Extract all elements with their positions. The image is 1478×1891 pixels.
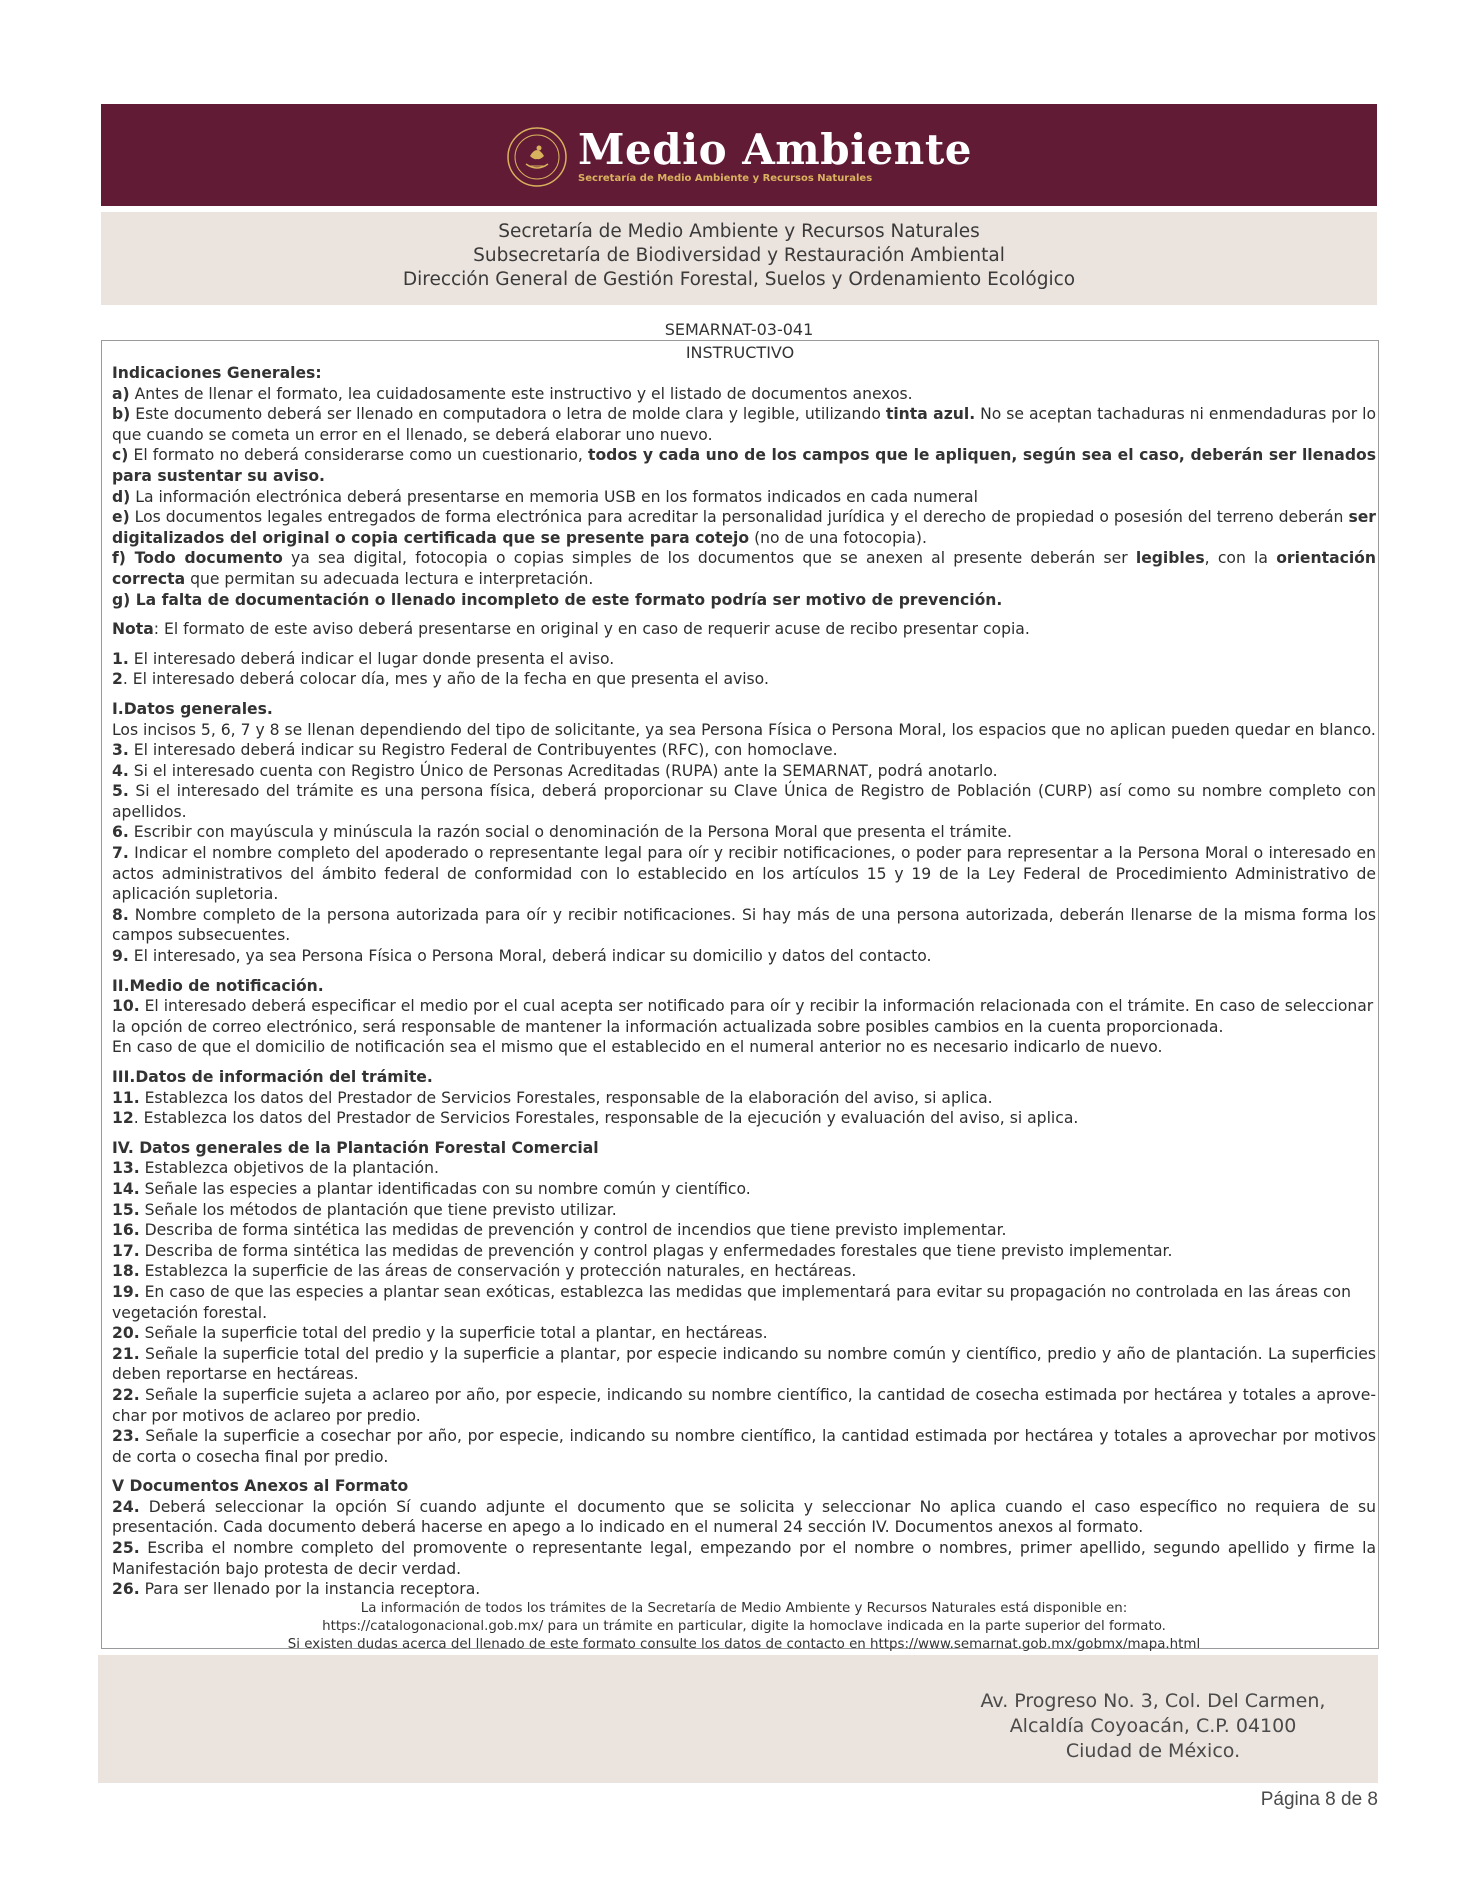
form-code: SEMARNAT-03-041 — [664, 320, 814, 339]
logo — [101, 126, 1377, 188]
brand-subtitle: Secretaría de Medio Ambiente y Recursos Naturales — [578, 173, 873, 184]
instructions-box — [101, 340, 1379, 1652]
section-heading: V Documentos Anexos al Formato — [112, 1477, 409, 1496]
section-heading: Indicaciones Generales: — [112, 364, 322, 382]
section-heading: I.Datos generales. — [112, 699, 273, 718]
page-number: Página 8 de 8 — [1260, 1789, 1378, 1810]
brand-title: Medio Ambiente — [578, 125, 972, 174]
header-banner — [101, 104, 1377, 206]
coat-of-arms-icon — [506, 126, 568, 188]
footer-band — [98, 1655, 1378, 1783]
info-line: https://catalogonacional.gob.mx/ para un trámite en particular, digite la homoclave indicada en la parte superior del formato. — [322, 1618, 1166, 1634]
section-heading: III.Datos de información del trámite. — [112, 1068, 433, 1086]
instructions-content: Indicaciones Generales: a) Antes de llenar el formato, lea cuidadosamente este instructivo y el listado de documentos anexos. b) Este documento deberá ser llenado en computadora o letra de molde clara y legible, utilizando tinta azul. No se aceptan tachaduras ni enmendaduras por lo que cuando se cometa un error en el llenado, se deberá elaborar uno nuevo. c) El formato no deberá considerarse como un cuestionario, todos y cada uno de los campos que le apliquen, según sea el caso, deberán ser llenados para sustentar su aviso. d) La información electrónica deberá presentarse en memoria USB en los formatos indicados en cada numeral e) Los documentos legales entregados de forma electrónica para acreditar la personalidad jurídica y el derecho de propiedad o posesión del terreno deberán ser digitalizados del original o copia certificada que se presente para cotejo (no de una fotocopia). f) Todo documento ya sea digital, fotocopia o copias simples de los documentos que se anexen al presente deberán ser legibles, con la orientación correcta que permitan su adecuada lectura e interpretación. g) La falta de documentación o llenado incompleto de este formato podría ser motivo de prevención. Nota: El formato de este aviso deberá presentarse en original y en caso de requerir acuse de recibo presentar copia. 1. El interesado deberá indicar el lugar donde presenta el aviso. 2. El interesado deberá colocar día, mes y año de la fecha en que presenta el aviso. I.Datos generales. Los incisos 5, 6, 7 y 8 se llenan dependiendo del tipo de solicitante, ya sea Persona Física o Persona Moral, los espacios que no aplican pueden quedar en blanco. 3. El interesado deberá indicar su Registro Federal de Contribuyentes (RFC), con homoclave. 4. Si el interesado cuenta con Registro Único de Personas Acreditadas (RUPA) ante la SEMARNAT, podrá anotarlo. 5. Si el interesado del trámite es una persona física, deberá proporcionar su Clave Única de Registro de Población (CURP) así como su nombre completo con apellidos. 6. Escribir con mayúscula y minúscula la razón social o denominación de la Persona Moral que presenta el trámite. 7. Indicar el nombre completo del apoderado o representante legal para oír y recibir notificaciones, o poder para representar a la Persona Moral o interesado en actos administrativos del ámbito federal de conformidad con lo establecido en los artículos 15 y 19 de la Ley Federal de Procedimiento Administrativo de aplicación supletoria. 8. Nombre completo de la persona autorizada para oír y recibir notificaciones. Si hay más de una persona autorizada, deberán llenarse de la misma forma los campos subsecuentes. 9. El interesado, ya sea Persona Física o Persona Moral, deberá indicar su domicilio y datos del contacto. II.Medio de notificación. 10. El interesado deberá especificar el medio por el cual acepta ser notificado para oír y recibir la información relacionada con el trámite. En caso de seleccionar la opción de correo electrónico, será responsable de mantener la información actualizada sobre posibles cambios en la cuenta proporcionada. En caso de que el domicilio de notificación sea el mismo que el establecido en el numeral anterior no es necesario indicarlo de nuevo. III.Datos de información del trámite. 11. Establezca los datos del Prestador de Servicios Forestales, responsable de la elaboración del aviso, si aplica. 12. Establezca los datos del Prestador de Servicios Forestales, responsable de la ejecución y evaluación del aviso, si aplica. IV. Datos generales de la Plantación Forestal Comercial 13. Establezca objetivos de la plantación. 14. Señale las especies a plantar identificadas con su nombre común y científico. 15. Señale los métodos de plantación que tiene previsto utilizar. 16. Describa de forma sintética las medidas de prevención y control de incendios que tiene previsto implementar. 17. Describa de forma sintética las medidas de prevención y control plagas y enfermedades forestales que tiene previsto implementar. 18. Establezca la superficie de las áreas de conservación y protección naturales, en hectáreas. 19. En caso de que las especies a plantar sean exóticas, establezca las medidas que implementará para evitar su propagación no controlada en las áreas con vegetación forestal. 20. Señale la superficie total del predio y la superficie total a plantar, en hectáreas. 21. Señale la superficie total del predio y la superficie a plantar, por especie indicando su nombre común y científico, predio y año de plantación. La superficies deben reportarse en hectáreas. 22. Señale la superficie sujeta a aclareo por año, por especie, indicando su nombre científico, la cantidad de cosecha estimada por hectárea y totales a aprove-char por motivos de aclareo por predio. 23. Señale la superficie a cosechar por año, por especie, indicando su nombre científico, la cantidad estimada por hectárea y totales a aprovechar por motivos de corta o cosecha final por predio. V Documentos Anexos al Formato 24. Deberá seleccionar la opción Sí cuando adjunte el documento que se solicita y seleccionar No aplica cuando el caso específico no requiera de su presentación. Cada documento deberá hacerse en apego a lo indicado en el numeral 24 sección IV. Documentos anexos al formato. 25. Escriba el nombre completo del promovente o representante legal, empezando por el nombre o nombres, primer apellido, segundo apellido y firme la Manifestación bajo protesta de decir verdad. 26. Para ser llenado por la instancia receptora. La información de todos los trámites de la Secretaría de Medio Ambiente y Recursos Naturales está disponible en: https://catalogonacional.gob.mx/ para un trámite en particular, digite la homoclave indicada en la parte superior del formato. Si existen dudas acerca del llenado de este formato consulte los datos de contacto en https://www.semarnat.gob.mx/gobmx/mapa.html — [112, 364, 1376, 1652]
info-line: Si existen dudas acerca del llenado de este formato consulte los datos de contacto en https://www.semarnat.gob.mx/gobmx/mapa.html — [287, 1636, 1201, 1652]
info-line: La información de todos los trámites de la Secretaría de Medio Ambiente y Recursos Naturales está disponible en: — [360, 1600, 1128, 1616]
agency-header — [101, 212, 1377, 305]
agency-line: Subsecretaría de Biodiversidad y Restauración Ambiental — [473, 245, 1005, 266]
agency-line: Dirección General de Gestión Forestal, Suelos y Ordenamiento Ecológico — [402, 269, 1076, 290]
agency-line: Secretaría de Medio Ambiente y Recursos Naturales — [498, 221, 980, 242]
box-title: INSTRUCTIVO — [685, 343, 795, 362]
section-heading: II.Medio de notificación. — [112, 976, 324, 995]
address: Av. Progreso No. 3, Col. Del Carmen, Alcaldía Coyoacán, C.P. 04100 Ciudad de México. — [980, 1690, 1326, 1762]
section-heading: IV. Datos generales de la Plantación Forestal Comercial — [112, 1138, 599, 1157]
note: Nota: El formato de este aviso deberá presentarse en original y en caso de requerir acuse de recibo presentar copia. — [112, 620, 1030, 639]
